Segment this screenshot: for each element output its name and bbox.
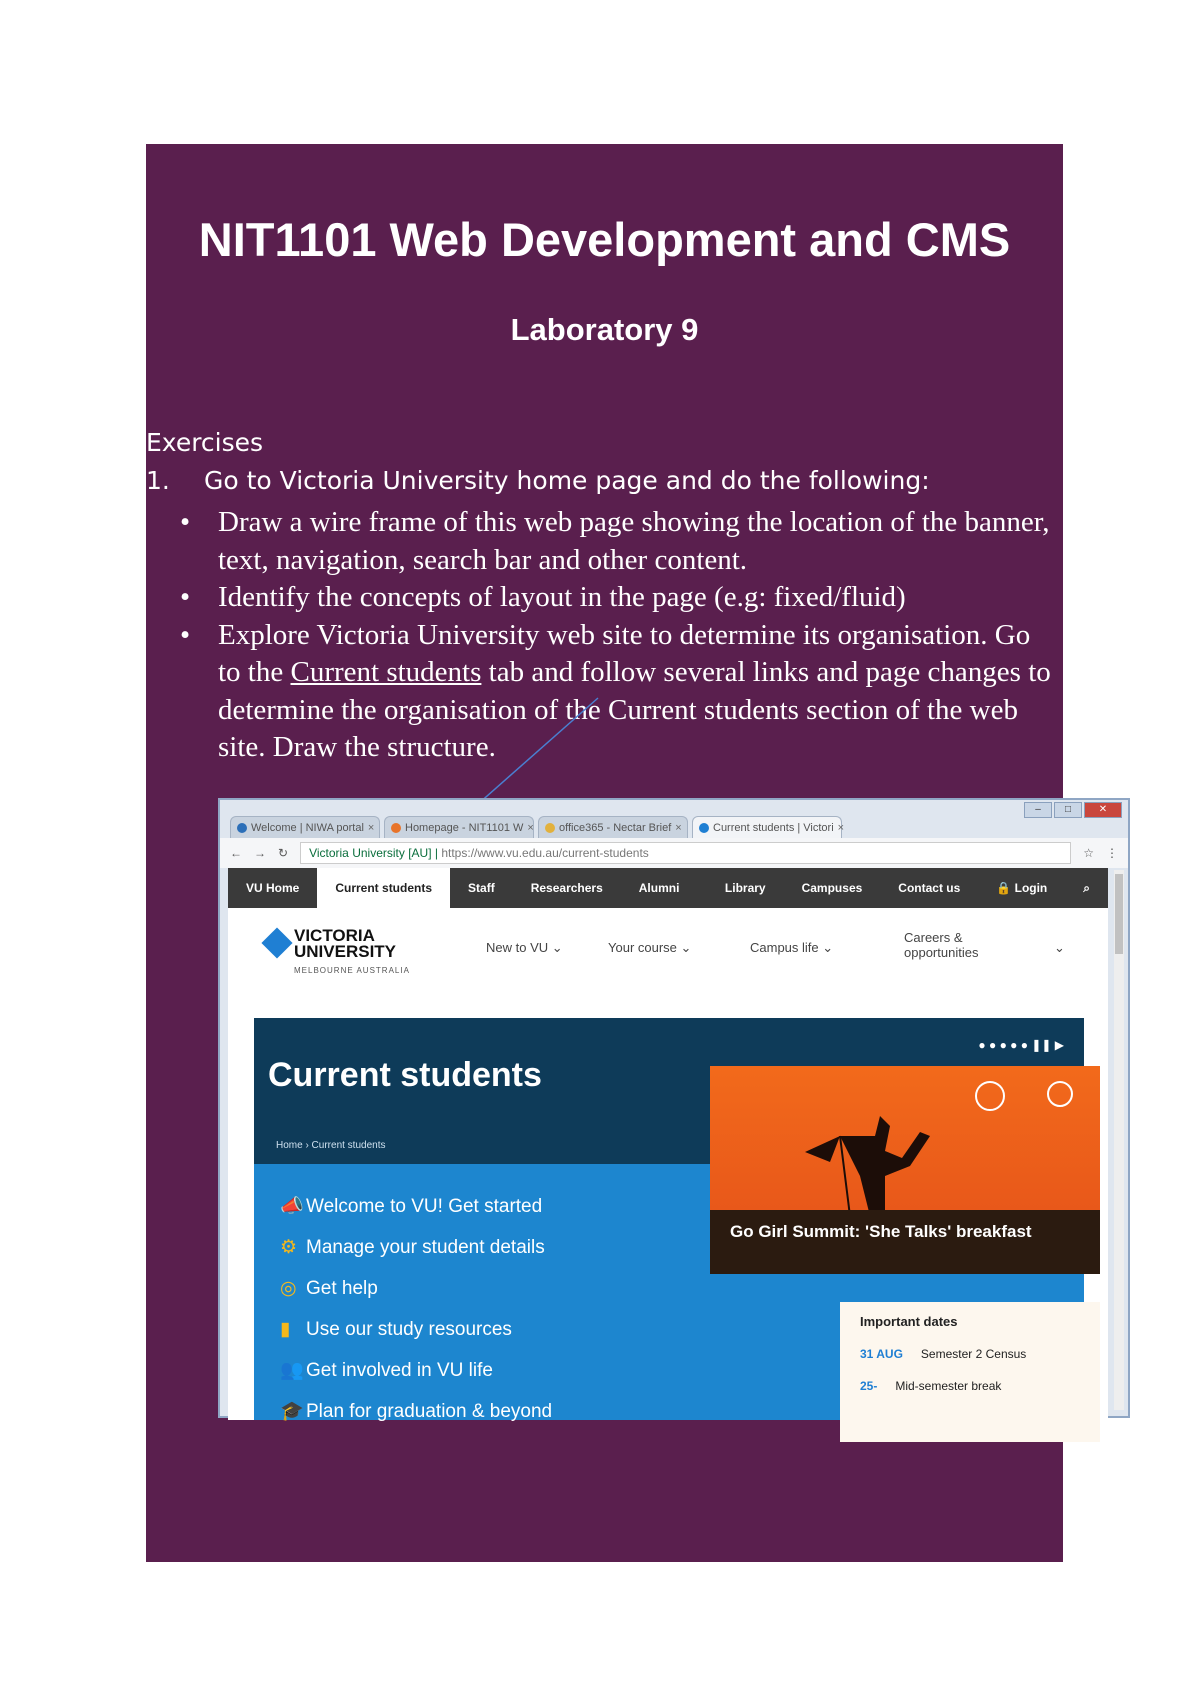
vu-logo[interactable]: VICTORIA UNIVERSITY MELBOURNE AUSTRALIA bbox=[266, 928, 410, 979]
breadcrumb[interactable]: Home › Current students bbox=[276, 1140, 386, 1151]
bullet-text: Identify the concepts of layout in the page (e.g: fixed/fluid) bbox=[218, 581, 906, 613]
browser-tab-active[interactable]: Current students | Victori × bbox=[692, 816, 842, 838]
document-subtitle: Laboratory 9 bbox=[510, 312, 699, 347]
topnav-item[interactable]: Alumni bbox=[638, 881, 680, 895]
exercise-text: Go to Victoria University home page and do the following: bbox=[204, 466, 930, 495]
people-icon: 👥 bbox=[280, 1360, 304, 1381]
book-icon: ▮ bbox=[280, 1319, 291, 1340]
window-controls bbox=[1024, 802, 1122, 818]
close-tab-icon[interactable]: × bbox=[527, 821, 534, 834]
topnav-item-current-students[interactable]: Current students bbox=[317, 868, 450, 908]
bullet-icon: • bbox=[180, 581, 191, 613]
bullet-text-post: tab and follow several links and page changes to determine the organisation of the Current students section of the web site. Draw the structure. bbox=[218, 656, 1051, 763]
quick-link[interactable]: 🎓 Plan for graduation & beyond bbox=[280, 1391, 552, 1432]
chevron-down-icon[interactable]: ⌄ bbox=[1054, 940, 1065, 955]
bullet-icon: • bbox=[180, 506, 191, 538]
gears-icon: ⚙ bbox=[280, 1237, 298, 1258]
bullet-text: Draw a wire frame of this web page showing the location of the banner, text, navigation, search bar and other content. bbox=[218, 506, 1050, 576]
quick-links bbox=[280, 1186, 552, 1432]
topnav-item[interactable]: VU Home bbox=[246, 881, 300, 895]
topnav-item[interactable]: Campuses bbox=[801, 881, 863, 895]
search-icon[interactable]: ⌕ bbox=[1083, 881, 1090, 895]
quick-link[interactable]: 👥 Get involved in VU life bbox=[280, 1350, 552, 1391]
topnav-item[interactable]: Contact us bbox=[898, 881, 961, 895]
chevron-down-icon: ⌄ bbox=[680, 940, 692, 955]
carousel-controls[interactable]: ● ● ● ● ● ❚❚ ▶ bbox=[978, 1038, 1064, 1052]
scrollbar[interactable] bbox=[1114, 870, 1124, 1410]
website-viewport bbox=[228, 868, 1108, 1420]
forward-icon[interactable]: → bbox=[254, 846, 266, 860]
important-dates-heading: Important dates bbox=[860, 1314, 958, 1329]
topnav-item[interactable]: Researchers bbox=[530, 881, 603, 895]
silhouette-image bbox=[710, 1066, 1100, 1216]
address-bar bbox=[220, 838, 1128, 868]
hero-title: Current students bbox=[268, 1056, 542, 1094]
close-tab-icon[interactable]: × bbox=[837, 821, 845, 834]
quick-link[interactable]: ▮ Use our study resources bbox=[280, 1309, 552, 1350]
feature-caption: Go Girl Summit: 'She Talks' breakfast bbox=[710, 1210, 1100, 1274]
url-field[interactable]: Victoria University [AU] | https://www.vu.edu.au/current-students bbox=[300, 842, 1071, 864]
browser-tabs bbox=[230, 816, 845, 838]
site-header bbox=[228, 908, 1108, 998]
login-button[interactable]: 🔒 Login bbox=[996, 881, 1048, 895]
close-tab-icon[interactable]: × bbox=[675, 821, 682, 834]
maximize-button[interactable]: □ bbox=[1054, 802, 1082, 818]
minimize-button[interactable]: – bbox=[1024, 802, 1052, 818]
mainnav-item[interactable]: Careers & opportunities bbox=[904, 930, 979, 960]
browser-tab[interactable]: Homepage - NIT1101 W × bbox=[384, 816, 534, 838]
browser-screenshot bbox=[218, 798, 1130, 1422]
star-icon[interactable]: ☆ bbox=[1083, 846, 1094, 860]
close-button[interactable]: ✕ bbox=[1084, 802, 1122, 818]
hero-section bbox=[254, 1018, 1084, 1420]
bullet-text-pre: Explore Victoria University web site to determine its organisation. Go to the bbox=[218, 618, 1031, 688]
mainnav-item[interactable]: Campus life ⌄ bbox=[750, 940, 834, 955]
reload-icon[interactable]: ↻ bbox=[278, 846, 289, 860]
quick-link[interactable]: 📣 Welcome to VU! Get started bbox=[280, 1186, 552, 1227]
lifebuoy-icon: ◎ bbox=[280, 1278, 297, 1299]
feature-card[interactable] bbox=[710, 1066, 1100, 1274]
lock-icon: 🔒 bbox=[996, 881, 1012, 895]
exercise-number: 1. bbox=[146, 466, 170, 495]
quick-link[interactable]: ◎ Get help bbox=[280, 1268, 552, 1309]
date-row[interactable]: 31 AUG Semester 2 Census bbox=[860, 1347, 1027, 1361]
quick-link[interactable]: ⚙ Manage your student details bbox=[280, 1227, 552, 1268]
topnav-item[interactable]: Library bbox=[724, 881, 766, 895]
scrollbar-thumb[interactable] bbox=[1115, 874, 1123, 954]
chevron-down-icon: ⌄ bbox=[551, 940, 563, 955]
mainnav-item[interactable]: New to VU ⌄ bbox=[486, 940, 563, 955]
tab-favicon-icon bbox=[699, 823, 709, 833]
tab-favicon-icon bbox=[545, 823, 555, 833]
graduation-cap-icon: 🎓 bbox=[280, 1401, 304, 1422]
logo-diamond-icon bbox=[261, 927, 292, 958]
tab-favicon-icon bbox=[391, 823, 401, 833]
topnav-item[interactable]: Staff bbox=[468, 881, 495, 895]
bullet-icon: • bbox=[180, 618, 191, 651]
menu-icon[interactable]: ⋮ bbox=[1106, 846, 1118, 860]
current-students-link[interactable]: Current students bbox=[290, 656, 482, 688]
mainnav-item[interactable]: Your course ⌄ bbox=[608, 940, 692, 955]
browser-tab[interactable]: office365 - Nectar Brief × bbox=[538, 816, 688, 838]
close-tab-icon[interactable]: × bbox=[367, 821, 375, 834]
top-navigation bbox=[228, 868, 1108, 908]
browser-tab[interactable]: Welcome | NIWA portal × bbox=[230, 816, 380, 838]
important-dates bbox=[840, 1302, 1100, 1442]
date-row[interactable]: 25- Mid-semester break bbox=[860, 1379, 1002, 1393]
chevron-down-icon: ⌄ bbox=[822, 940, 834, 955]
exercises-heading: Exercises bbox=[146, 428, 264, 457]
tab-favicon-icon bbox=[237, 823, 247, 833]
back-icon[interactable]: ← bbox=[230, 846, 242, 860]
document-title: NIT1101 Web Development and CMS bbox=[198, 213, 1011, 266]
megaphone-icon: 📣 bbox=[280, 1196, 304, 1217]
